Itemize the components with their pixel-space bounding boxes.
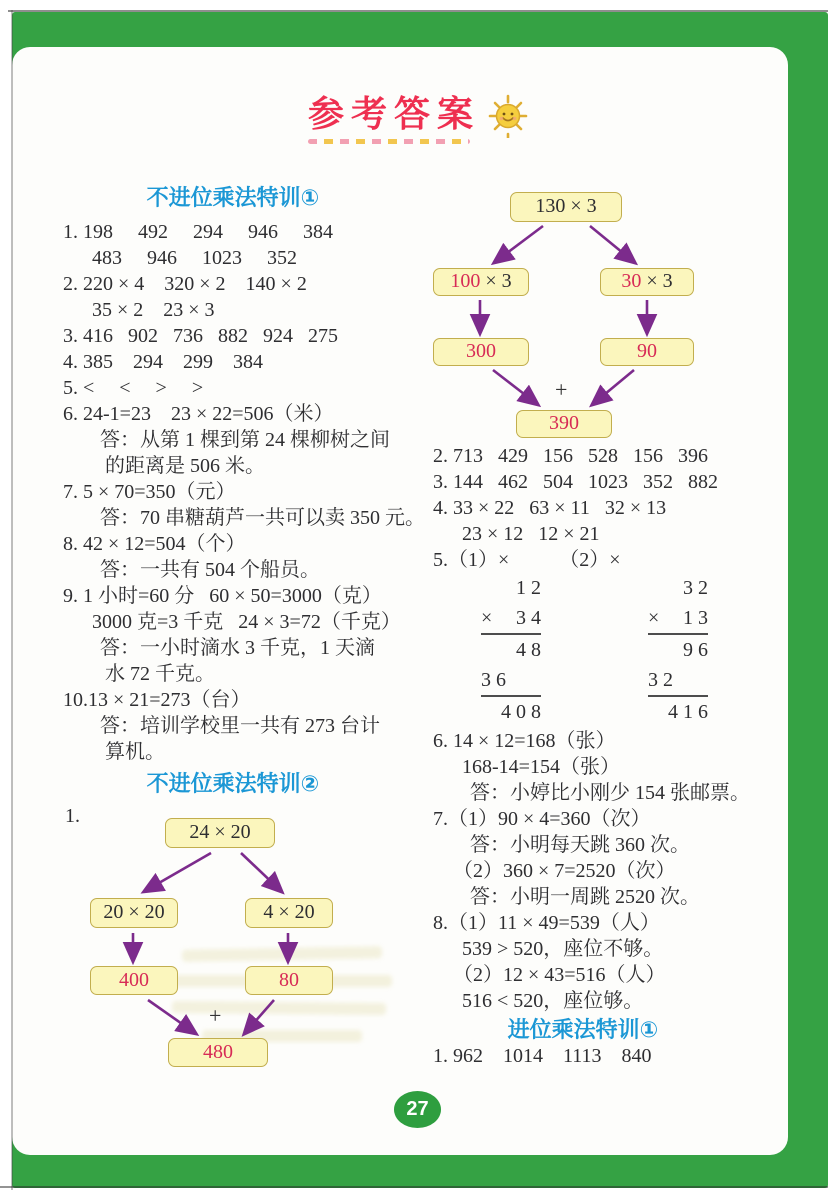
answer-line: 8.（1）11 × 49=539（人） — [433, 912, 660, 934]
answer-line: 答：从第 1 棵到第 24 棵柳树之间 — [100, 429, 390, 451]
sun-icon — [486, 94, 530, 138]
answer-line: 23 × 12 12 × 21 — [462, 523, 600, 545]
answer-line: 2. 713 429 156 528 156 396 — [433, 445, 708, 467]
diagram-arrows — [433, 185, 785, 443]
section-heading-1: 不进位乘法特训① — [146, 185, 320, 210]
diagram-box-branch-left — [433, 268, 529, 296]
answer-line: （2）12 × 43=516（人） — [453, 964, 666, 986]
answer-line: 答：小明每天跳 360 次。 — [470, 834, 690, 856]
diagram-box-branch-right: 4 × 20 — [245, 898, 333, 928]
answer-line: 1. 198 492 294 946 384 — [63, 221, 333, 243]
partial-product-1: 4 8 — [516, 639, 541, 661]
diagram-box-total: 390 — [516, 410, 612, 438]
section-heading-3: 进位乘法特训① — [507, 1017, 659, 1042]
multiplicand: 1 2 — [516, 577, 541, 599]
diagram-box-value-left: 300 — [433, 338, 529, 366]
answer-line: 答：一共有 504 个船员。 — [100, 559, 320, 581]
diagram-box-total: 480 — [168, 1038, 268, 1067]
answer-line: 答：小明一周跳 2520 次。 — [470, 886, 700, 908]
multiply-sign: × — [481, 607, 493, 629]
multiplier: 1 3 — [683, 607, 708, 629]
right-column — [433, 185, 785, 1069]
diagram-box-value-left: 400 — [90, 966, 178, 995]
page-title: 参考答案 — [307, 93, 480, 134]
answer-line: 483 946 1023 352 — [92, 247, 297, 269]
answer-line: 9. 1 小时=60 分 60 × 50=3000（克） — [63, 585, 382, 607]
answer-line: 8. 42 × 12=504（个） — [63, 533, 246, 555]
answer-line: 168-14=154（张） — [462, 756, 620, 778]
diagram-box-value-right: 90 — [600, 338, 694, 366]
answer-line: 3000 克=3 千克 24 × 3=72（千克） — [92, 611, 401, 633]
answer-line: 3. 144 462 504 1023 352 882 — [433, 471, 718, 493]
item-number: 1. — [65, 805, 80, 827]
diagram-box-value-right: 80 — [245, 966, 333, 995]
plus-sign: + — [555, 377, 568, 402]
multiply-sign: × — [648, 607, 660, 629]
decomposition-diagram-130x3 — [433, 185, 785, 443]
printed-part: × 3 — [641, 270, 673, 292]
answer-line: 10.13 × 21=273（台） — [63, 689, 251, 711]
answer-line: 答：培训学校里一共有 273 台计 — [100, 715, 380, 737]
section-heading-2: 不进位乘法特训② — [146, 771, 320, 796]
multiplier-row — [648, 603, 708, 635]
long-multiplication-2 — [648, 573, 708, 727]
title-underline-dashes — [308, 139, 470, 144]
answer-line: 1. 962 1014 1113 840 — [433, 1045, 652, 1067]
answer-line: 516 < 520，座位够。 — [462, 990, 644, 1012]
answer-line: 539 > 520，座位不够。 — [462, 938, 664, 960]
diagram-box-top: 130 × 3 — [510, 192, 622, 222]
answer-line: 6. 24-1=23 23 × 22=506（米） — [63, 403, 334, 425]
answer-line: 水 72 千克。 — [105, 663, 215, 685]
answer-line: 7.（1）90 × 4=360（次） — [433, 808, 651, 830]
answer-line: 5. < < > > — [63, 377, 204, 399]
decomposition-diagram-24x20 — [63, 797, 403, 1089]
printed-part: × 3 — [480, 270, 512, 292]
answer-line: 答：小婷比小刚少 154 张邮票。 — [470, 782, 750, 804]
scan-edge-bottom — [0, 1186, 828, 1188]
answer-line: 35 × 2 23 × 3 — [92, 299, 215, 321]
answer-line: 7. 5 × 70=350（元） — [63, 481, 236, 503]
partial-product-2: 3 6 — [481, 665, 541, 697]
multiplication-work-area — [433, 573, 785, 723]
filled-value: 100 — [450, 270, 481, 292]
answer-line: 答：70 串糖葫芦一共可以卖 350 元。 — [100, 507, 425, 529]
answer-line: （2）360 × 7=2520（次） — [453, 860, 676, 882]
product-total: 4 1 6 — [668, 701, 708, 723]
multiplicand: 3 2 — [683, 577, 708, 599]
answer-line: 4. 385 294 299 384 — [63, 351, 263, 373]
page-number-badge: 27 — [394, 1091, 441, 1128]
title-block — [0, 94, 788, 146]
partial-product-2: 3 2 — [648, 665, 708, 697]
product-total: 4 0 8 — [501, 701, 541, 723]
diagram-box-top: 24 × 20 — [165, 818, 275, 848]
answer-line: 算机。 — [105, 741, 165, 763]
multiplier: 3 4 — [516, 607, 541, 629]
answer-line: 的距离是 506 米。 — [105, 455, 265, 477]
long-multiplication-1 — [481, 573, 541, 727]
diagram-box-branch-right — [600, 268, 694, 296]
answer-line: 4. 33 × 22 63 × 11 32 × 13 — [433, 497, 667, 519]
plus-sign: + — [209, 1003, 222, 1028]
answer-line: 6. 14 × 12=168（张） — [433, 730, 616, 752]
answer-line: 3. 416 902 736 882 924 275 — [63, 325, 338, 347]
left-column — [63, 185, 425, 1089]
filled-value: 30 — [621, 270, 642, 292]
answer-line: 答：一小时滴水 3 千克，1 天滴 — [100, 637, 375, 659]
answer-line: 2. 220 × 4 320 × 2 140 × 2 — [63, 273, 307, 295]
diagram-box-branch-left: 20 × 20 — [90, 898, 178, 928]
multiplier-row — [481, 603, 541, 635]
scan-edge-left — [11, 10, 13, 1190]
scan-edge-top — [8, 10, 828, 12]
answer-line: 5.（1）× （2）× — [433, 549, 621, 571]
partial-product-1: 9 6 — [683, 639, 708, 661]
